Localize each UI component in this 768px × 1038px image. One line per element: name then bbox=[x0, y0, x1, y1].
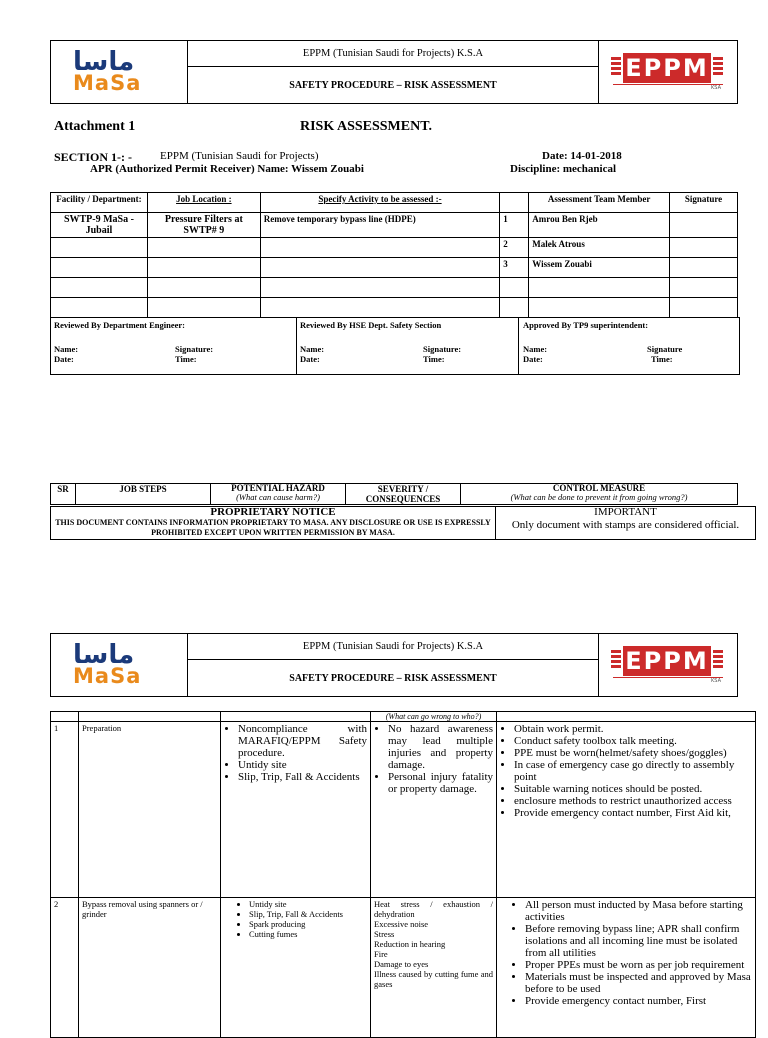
controls-cell: • All person must inducted by Masa before starting activities • Before removing bypass line; APR shall confirm isolations and all incoming line must be isolated from all utilities • Proper PPEs must be worn as per job requirement • Materials must be inspected and approved by Masa before to be used • Provide emergency contact number, First bbox=[497, 898, 756, 1038]
attachment-label: Attachment 1 bbox=[54, 119, 136, 134]
eppm-logo-word: EPPM bbox=[623, 53, 711, 83]
review-hse-label: Reviewed By HSE Dept. Safety Section bbox=[300, 320, 442, 330]
company-name: EPPM (Tunisian Saudi for Projects) K.S.A bbox=[188, 41, 599, 67]
review-tp9-label: Approved By TP9 superintendent: bbox=[523, 320, 649, 330]
signature-header: Signature bbox=[670, 193, 738, 213]
assessment-date: Date: 14-01-2018 bbox=[542, 150, 622, 162]
page-header bbox=[50, 40, 738, 104]
job-step: Bypass removal using spanners or / grinder bbox=[79, 898, 221, 1038]
team-header: Assessment Team Member bbox=[529, 193, 670, 213]
activity-value: Remove temporary bypass line (HDPE) bbox=[260, 213, 500, 238]
team-member-name: Amrou Ben Rjeb bbox=[529, 213, 670, 238]
assessment-info-table bbox=[50, 192, 738, 318]
location-header: Job Location : bbox=[147, 193, 260, 213]
severity-header: SEVERITY / CONSEQUENCES bbox=[346, 484, 461, 505]
document-title: SAFETY PROCEDURE – RISK ASSESSMENT bbox=[188, 660, 599, 697]
masa-logo: ماسا MaSa bbox=[51, 634, 188, 697]
row-number: 2 bbox=[51, 898, 79, 1038]
hazards-cell: • Noncompliance with MARAFIQ/EPPM Safety procedure. • Untidy site • Slip, Trip, Fall & Accidents bbox=[221, 722, 371, 898]
page-header-2 bbox=[50, 633, 738, 697]
job-steps-header: JOB STEPS bbox=[76, 484, 211, 505]
team-row-number: 2 bbox=[500, 238, 529, 258]
risk-assessment-table bbox=[50, 711, 756, 1038]
controls-cell: • Obtain work permit. • Conduct safety toolbox talk meeting. • PPE must be worn(helmet/safety shoes/goggles) • In case of emergency case go directly to assembly point • Suitable warning notices should be posted. • enclosure methods to restrict unauthorized access • Provide emergency contact number, First Aid kit, bbox=[497, 722, 756, 898]
severity-cell: • No hazard awareness may lead multiple injuries and property damage. • Personal injury fatality or property damage. bbox=[371, 722, 497, 898]
table-row bbox=[51, 722, 756, 898]
document-title: SAFETY PROCEDURE – RISK ASSESSMENT bbox=[188, 67, 599, 104]
eppm-logo: EPPM KSA bbox=[599, 634, 738, 697]
important-note: IMPORTANT Only document with stamps are considered official. bbox=[496, 507, 756, 540]
hazard-header: POTENTIAL HAZARD (What can cause harm?) bbox=[211, 484, 346, 505]
control-header: CONTROL MEASURE (What can be done to prevent it from going wrong?) bbox=[461, 484, 738, 505]
severity-subheader: (What can go wrong to who?) bbox=[371, 712, 497, 722]
masa-logo bbox=[51, 41, 188, 104]
masa-logo-latin: MaSa bbox=[73, 71, 142, 95]
team-row-number: 1 bbox=[500, 213, 529, 238]
team-row-number: 3 bbox=[500, 258, 529, 278]
discipline: Discipline: mechanical bbox=[510, 163, 617, 175]
activity-header: Specify Activity to be assessed :- bbox=[260, 193, 500, 213]
facility-value: SWTP-9 MaSa - Jubail bbox=[51, 213, 148, 238]
apr-name: APR (Authorized Permit Receiver) Name: Wissem Zouabi bbox=[90, 163, 364, 175]
facility-header: Facility / Department: bbox=[51, 193, 148, 213]
team-member-name: Wissem Zouabi bbox=[529, 258, 670, 278]
company-name: EPPM (Tunisian Saudi for Projects) K.S.A bbox=[188, 634, 599, 660]
team-signature bbox=[670, 213, 738, 238]
sr-header: SR bbox=[51, 484, 76, 505]
notice-text: PROPRIETARY NOTICE THIS DOCUMENT CONTAINS INFORMATION PROPRIETARY TO MASA. ANY DISCLOSURE OR USE IS EXPRESSLY PROHIBITED EXCEPT UPON WRITTEN PERMISSION BY MASA. bbox=[51, 507, 496, 540]
review-dept-label: Reviewed By Department Engineer: bbox=[54, 320, 186, 330]
job-step: Preparation bbox=[79, 722, 221, 898]
masa-logo-arabic: ماسا bbox=[73, 47, 135, 77]
risk-columns-header bbox=[50, 483, 738, 505]
section-label: SECTION 1-: - bbox=[54, 150, 133, 164]
row-number: 1 bbox=[51, 722, 79, 898]
location-value: Pressure Filters at SWTP# 9 bbox=[147, 213, 260, 238]
review-block: Reviewed By Department Engineer: Name: Date: Signature: Time: Reviewed By HSE Dept. Safety Section Name: Date: Signature: Time: Approved By TP9 superintendent: Name: Date: Signature Time: bbox=[50, 317, 740, 375]
proprietary-notice bbox=[50, 506, 756, 540]
hazards-cell: • Untidy site • Slip, Trip, Fall & Accidents • Spark producing • Cutting fumes bbox=[221, 898, 371, 1038]
table-row bbox=[51, 898, 756, 1038]
severity-cell: Heat stress / exhaustion / dehydration Excessive noise Stress Reduction in hearing Fire Damage to eyes Illness caused by cutting fume and gases bbox=[371, 898, 497, 1038]
eppm-logo: EPPM KSA bbox=[599, 41, 738, 104]
team-member-name: Malek Atrous bbox=[529, 238, 670, 258]
section-company: EPPM (Tunisian Saudi for Projects) bbox=[160, 150, 319, 162]
page-title: RISK ASSESSMENT. bbox=[300, 119, 433, 134]
